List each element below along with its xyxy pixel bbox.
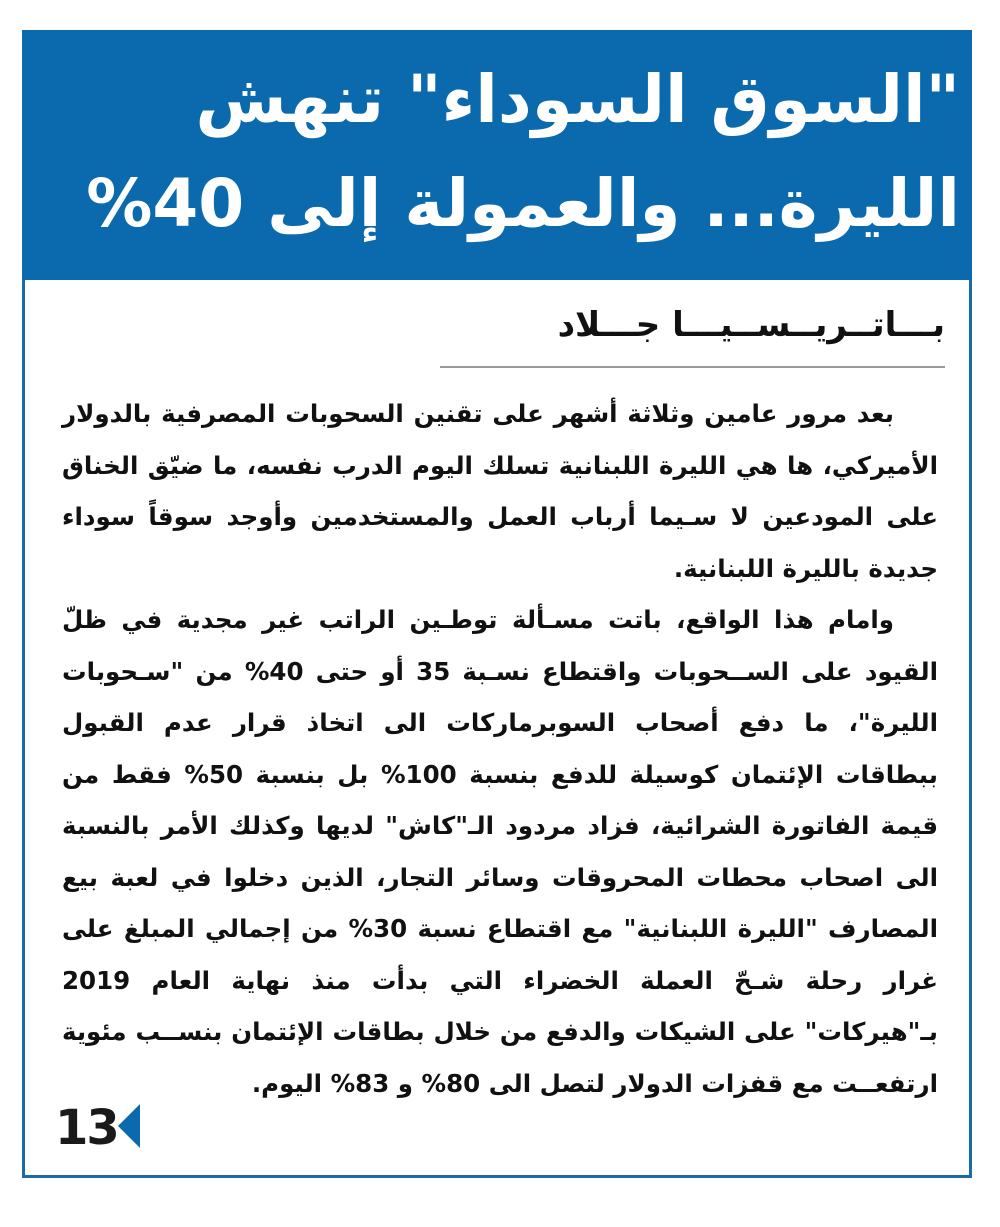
author-byline: بـــاتــريــســيـــا جـــلاد <box>557 305 945 345</box>
article-paragraph: بعد مرور عامين وثلاثة أشهر على تقنين السحوبات المصرفية بالدولار الأميركي، ها هي الليرة اللبنانية تسلك اليوم الدرب نفسه، ما ضيّق الخناق على المودعين لا سـيما أرباب العمل والمستخدمين وأوجد سوقاً سوداء جديدة بالليرة اللبنانية. <box>62 399 938 583</box>
headline: "السوق السوداء" تنهش الليرة... والعمولة إلى 40% <box>86 61 960 242</box>
article-paragraph: وامام هذا الواقع، باتت مسـألة توطـين الراتب غير مجدية في ظلّ القيود على الســحوبات واقتطاع نسـبة 35 أو حتى 40% من "سـحوبات الليرة"، ما دفع أصحاب السوبرماركات الى اتخاذ قرار عدم القبول ببطاقات الإئتمان كوسيلة للدفع بنسبة 100% بل بنسبة 50% فقط من قيمة الفاتورة الشرائية، فزاد مردود الـ"كاش" لديها وكذلك الأمر بالنسبة الى اصحاب محطات المحروقات وسائر التجار، الذين دخلوا في لعبة بيع المصارف "الليرة اللبنانية" مع اقتطاع نسبة 30% من إجمالي المبلغ على غرار رحلة شـحّ العملة الخضراء التي بدأت منذ نهاية العام 2019 بـ"هيركات" على الشيكات والدفع من خلال بطاقات الإئتمان بنســب مئوية ارتفعــت مع قفزات الدولار لتصل الى 80% و 83% اليوم. <box>62 605 938 1098</box>
triangle-left-icon <box>118 1104 140 1148</box>
article-body <box>62 388 938 1109</box>
page-number: 13 <box>55 1100 118 1156</box>
byline-divider <box>440 366 945 368</box>
